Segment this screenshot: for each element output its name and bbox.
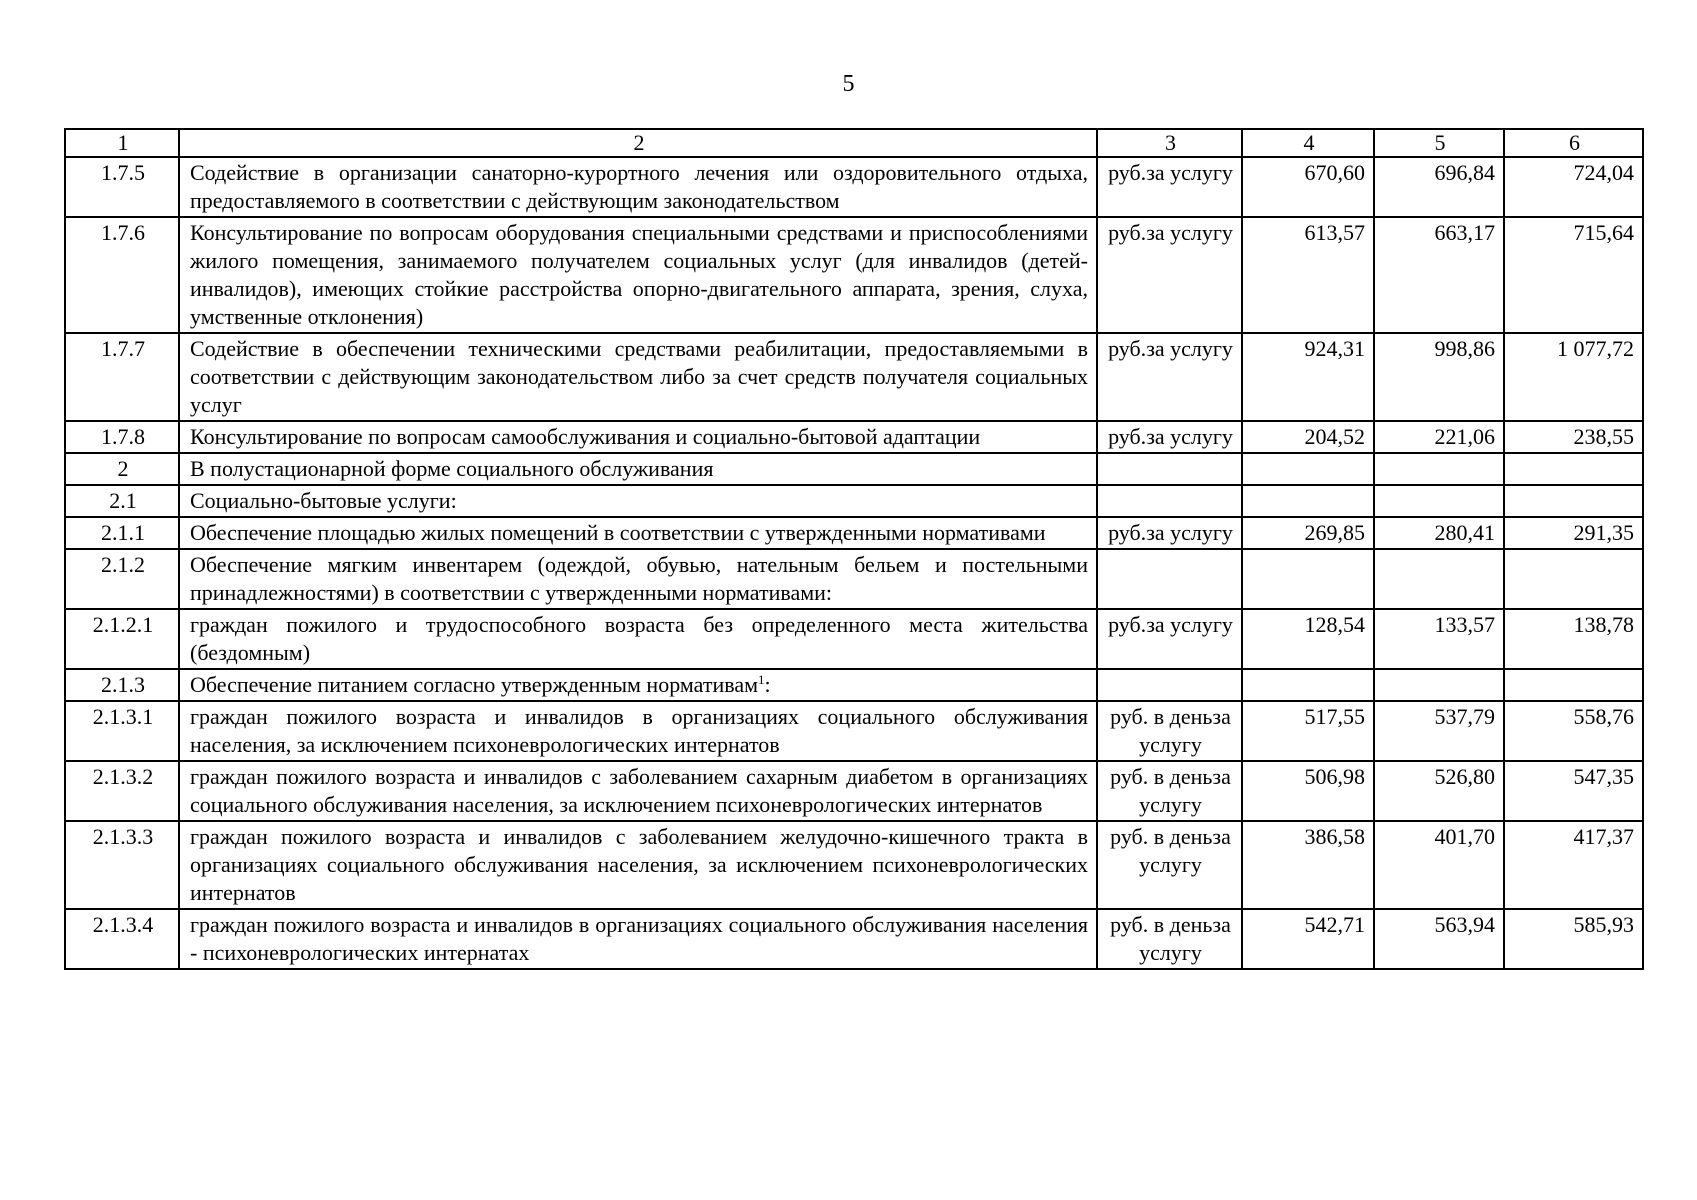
price-col-4: 517,55: [1242, 701, 1374, 761]
service-description-text: Содействие в обеспечении техническими средствами реабилитации, предоставляемыми в соответствии с действующим законодательством либо за счет средств получателя социальных услуг: [190, 336, 1088, 417]
row-number: 1.7.8: [65, 421, 179, 453]
price-col-5: [1374, 549, 1504, 609]
price-col-6: 417,37: [1504, 821, 1643, 909]
unit-top: руб.: [1108, 424, 1147, 449]
unit-top: руб. в день: [1110, 764, 1213, 789]
price-col-4: 670,60: [1242, 157, 1374, 217]
price-col-5: 537,79: [1374, 701, 1504, 761]
service-description: [179, 421, 1097, 453]
row-number: 2.1.2.1: [65, 609, 179, 669]
unit-bottom: за услугу: [1139, 824, 1231, 877]
price-col-6: 724,04: [1504, 157, 1643, 217]
row-number: 2.1.1: [65, 517, 179, 549]
table-row: [65, 217, 1643, 333]
service-description: [179, 701, 1097, 761]
unit-cell: [1097, 669, 1242, 701]
price-col-6: 238,55: [1504, 421, 1643, 453]
row-number: 2.1.3: [65, 669, 179, 701]
service-description: [179, 549, 1097, 609]
service-description: [179, 517, 1097, 549]
row-number: 2.1: [65, 485, 179, 517]
price-col-6: [1504, 485, 1643, 517]
service-description-text: граждан пожилого возраста и инвалидов с заболеванием желудочно-кишечного тракта в организациях социального обслуживания населения, за исключением психоневрологических интернатов: [190, 824, 1088, 905]
table-row: [65, 333, 1643, 421]
price-col-4: 542,71: [1242, 909, 1374, 969]
price-col-4: 269,85: [1242, 517, 1374, 549]
page-number: 5: [842, 71, 855, 97]
column-header-3: 3: [1097, 129, 1242, 157]
price-col-4: 204,52: [1242, 421, 1374, 453]
price-col-6: 558,76: [1504, 701, 1643, 761]
column-header-1: 1: [65, 129, 179, 157]
price-col-4: [1242, 453, 1374, 485]
service-description-text: граждан пожилого и трудоспособного возраста без определенного места жительства (бездомным): [190, 612, 1088, 665]
unit-top: руб.: [1108, 612, 1147, 637]
table-row: [65, 701, 1643, 761]
row-number: 2.1.3.1: [65, 701, 179, 761]
price-col-6: [1504, 549, 1643, 609]
unit-bottom: за услугу: [1146, 612, 1233, 637]
row-number: 2: [65, 453, 179, 485]
price-col-4: 613,57: [1242, 217, 1374, 333]
unit-top: руб. в день: [1110, 704, 1213, 729]
table-row: [65, 609, 1643, 669]
table-row: [65, 453, 1643, 485]
unit-cell: [1097, 157, 1242, 217]
service-description: [179, 909, 1097, 969]
price-col-5: 563,94: [1374, 909, 1504, 969]
service-description-text: граждан пожилого возраста и инвалидов в организациях социального обслуживания населения - психоневрологических интернатах: [190, 912, 1088, 965]
unit-top: руб. в день: [1110, 824, 1213, 849]
unit-cell: [1097, 485, 1242, 517]
service-description-text: граждан пожилого возраста и инвалидов в организациях социального обслуживания населения, за исключением психоневрологических интернатов: [190, 704, 1088, 757]
unit-bottom: за услугу: [1139, 704, 1231, 757]
unit-bottom: за услугу: [1139, 912, 1231, 965]
unit-top: руб.: [1108, 520, 1147, 545]
unit-cell: [1097, 821, 1242, 909]
column-header-5: 5: [1374, 129, 1504, 157]
table-row: [65, 549, 1643, 609]
unit-cell: [1097, 421, 1242, 453]
price-col-6: [1504, 453, 1643, 485]
unit-cell: [1097, 549, 1242, 609]
price-col-6: 547,35: [1504, 761, 1643, 821]
unit-bottom: за услугу: [1146, 336, 1233, 361]
service-description: [179, 157, 1097, 217]
price-col-5: [1374, 485, 1504, 517]
price-col-6: 291,35: [1504, 517, 1643, 549]
unit-cell: [1097, 453, 1242, 485]
price-col-5: 401,70: [1374, 821, 1504, 909]
price-col-5: [1374, 669, 1504, 701]
price-col-6: 1 077,72: [1504, 333, 1643, 421]
price-col-6: 585,93: [1504, 909, 1643, 969]
unit-bottom: за услугу: [1146, 520, 1233, 545]
price-col-5: 998,86: [1374, 333, 1504, 421]
service-description-suffix: :: [764, 672, 771, 697]
unit-cell: [1097, 333, 1242, 421]
service-description-text: В полустационарной форме социального обслуживания: [190, 456, 714, 481]
service-description-text: Обеспечение питанием согласно утвержденным нормативам: [190, 672, 759, 697]
price-col-5: 696,84: [1374, 157, 1504, 217]
table-row: [65, 421, 1643, 453]
column-header-6: 6: [1504, 129, 1643, 157]
unit-cell: [1097, 609, 1242, 669]
service-description: [179, 669, 1097, 701]
table-row: [65, 485, 1643, 517]
price-col-6: 715,64: [1504, 217, 1643, 333]
unit-cell: [1097, 217, 1242, 333]
price-col-4: [1242, 549, 1374, 609]
unit-bottom: за услугу: [1146, 424, 1233, 449]
price-col-4: 128,54: [1242, 609, 1374, 669]
price-col-4: 386,58: [1242, 821, 1374, 909]
service-description-text: Содействие в организации санаторно-курортного лечения или оздоровительного отдыха, предоставляемого в соответствии с действующим законодательством: [190, 160, 1088, 213]
table-row: [65, 761, 1643, 821]
unit-top: руб.: [1108, 160, 1147, 185]
column-number-row: [65, 129, 1643, 157]
table-body: [65, 157, 1643, 969]
service-description-text: Консультирование по вопросам самообслуживания и социально-бытовой адаптации: [190, 424, 981, 449]
service-description-text: Обеспечение мягким инвентарем (одеждой, обувью, нательным бельем и постельными принадлежностями) в соответствии с утвержденными нормативами:: [190, 552, 1088, 605]
price-col-5: 133,57: [1374, 609, 1504, 669]
tariff-table: [64, 128, 1644, 970]
table-row: [65, 157, 1643, 217]
unit-top: руб.: [1108, 220, 1147, 245]
service-description: [179, 217, 1097, 333]
table-row: [65, 821, 1643, 909]
unit-bottom: за услугу: [1146, 160, 1233, 185]
price-col-6: [1504, 669, 1643, 701]
price-col-4: [1242, 485, 1374, 517]
unit-cell: [1097, 761, 1242, 821]
service-description: [179, 333, 1097, 421]
service-description: [179, 761, 1097, 821]
table-row: [65, 909, 1643, 969]
unit-bottom: за услугу: [1139, 764, 1231, 817]
price-col-4: 924,31: [1242, 333, 1374, 421]
price-col-5: [1374, 453, 1504, 485]
service-description-text: Социально-бытовые услуги:: [190, 488, 457, 513]
service-description-text: Консультирование по вопросам оборудования специальными средствами и приспособлениями жилого помещения, занимаемого получателем социальных услуг (для инвалидов (детей-инвалидов), имеющих стойкие расстройства опорно-двигательного аппарата, зрения, слуха, умственные отклонения): [190, 220, 1088, 329]
row-number: 2.1.3.3: [65, 821, 179, 909]
price-col-5: 526,80: [1374, 761, 1504, 821]
row-number: 2.1.3.4: [65, 909, 179, 969]
unit-top: руб.: [1108, 336, 1147, 361]
price-col-5: 280,41: [1374, 517, 1504, 549]
unit-cell: [1097, 701, 1242, 761]
service-description: [179, 485, 1097, 517]
row-number: 2.1.3.2: [65, 761, 179, 821]
price-col-5: 221,06: [1374, 421, 1504, 453]
unit-cell: [1097, 909, 1242, 969]
row-number: 2.1.2: [65, 549, 179, 609]
column-header-4: 4: [1242, 129, 1374, 157]
table-row: [65, 669, 1643, 701]
service-description-text: Обеспечение площадью жилых помещений в соответствии с утвержденными нормативами: [190, 520, 1046, 545]
table-row: [65, 517, 1643, 549]
row-number: 1.7.5: [65, 157, 179, 217]
service-description: [179, 609, 1097, 669]
service-description-text: граждан пожилого возраста и инвалидов с заболеванием сахарным диабетом в организациях социального обслуживания населения, за исключением психоневрологических интернатов: [190, 764, 1088, 817]
column-header-2: 2: [179, 129, 1097, 157]
price-col-4: [1242, 669, 1374, 701]
unit-cell: [1097, 517, 1242, 549]
price-col-6: 138,78: [1504, 609, 1643, 669]
unit-bottom: за услугу: [1146, 220, 1233, 245]
price-col-4: 506,98: [1242, 761, 1374, 821]
row-number: 1.7.7: [65, 333, 179, 421]
service-description: [179, 821, 1097, 909]
price-col-5: 663,17: [1374, 217, 1504, 333]
service-description: [179, 453, 1097, 485]
unit-top: руб. в день: [1110, 912, 1213, 937]
row-number: 1.7.6: [65, 217, 179, 333]
footnote-marker: 1: [758, 672, 765, 687]
